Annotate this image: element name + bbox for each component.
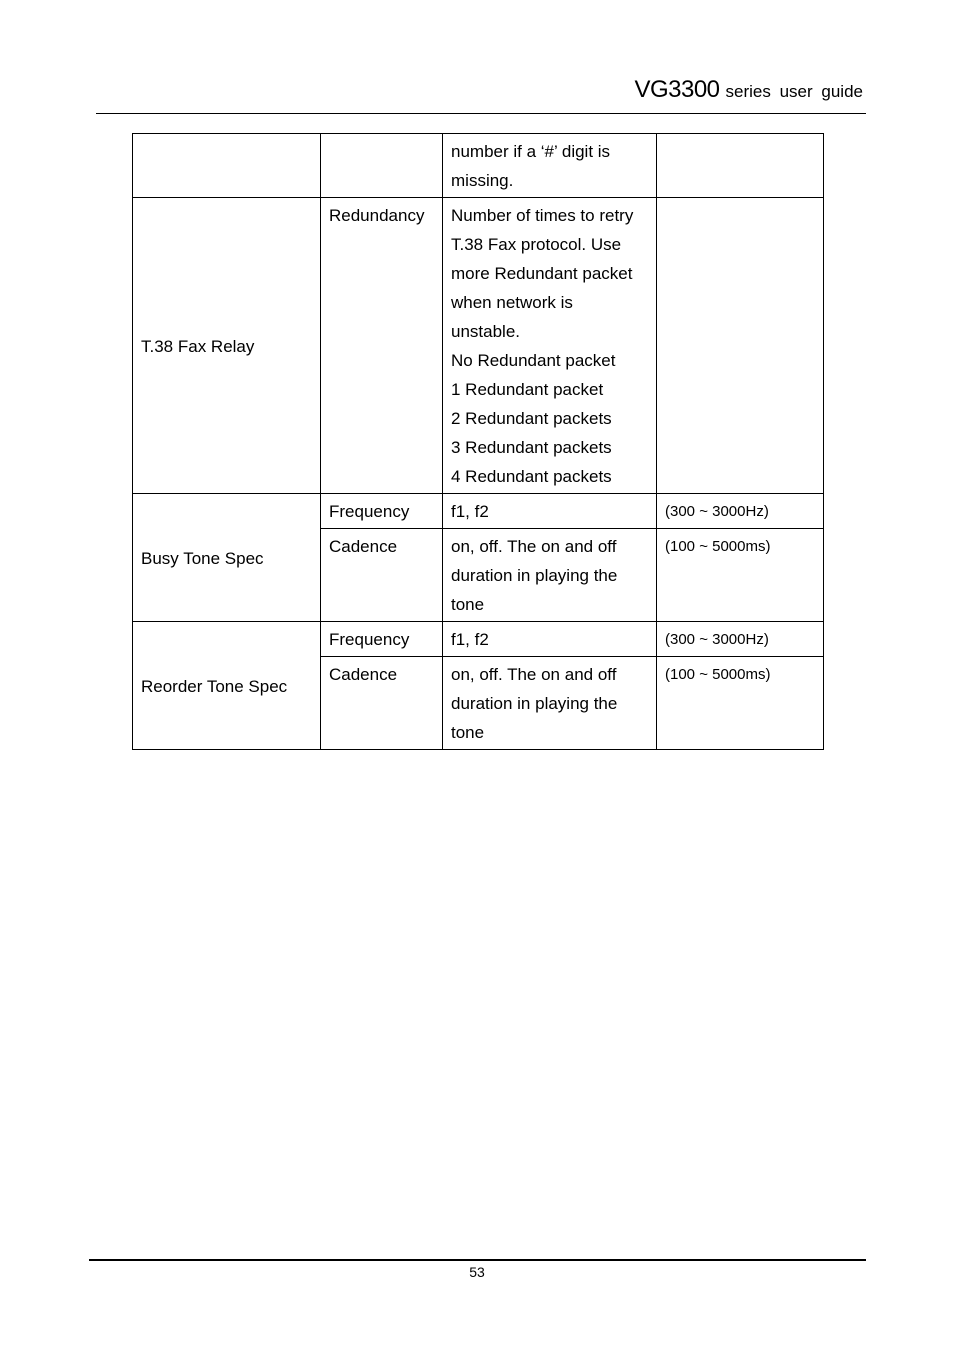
page-number: 53 bbox=[469, 1264, 485, 1280]
table-cell bbox=[321, 134, 443, 198]
range-cell: (100 ~ 5000ms) bbox=[657, 529, 824, 622]
parameter-redundancy: Redundancy bbox=[321, 198, 443, 494]
table-cell bbox=[657, 198, 824, 494]
header-subtitle: series user guide bbox=[725, 82, 863, 101]
table-row bbox=[133, 622, 824, 657]
settings-table bbox=[132, 133, 824, 750]
group-label-busy-tone: Busy Tone Spec bbox=[133, 494, 321, 622]
parameter-cadence: Cadence bbox=[321, 529, 443, 622]
page-header-title bbox=[634, 78, 863, 102]
option-line: 2 Redundant packets bbox=[451, 409, 612, 428]
description-cell: f1, f2 bbox=[443, 622, 657, 657]
table-row bbox=[133, 198, 824, 494]
description-line: missing. bbox=[451, 171, 514, 190]
option-line: 1 Redundant packet bbox=[451, 380, 604, 399]
footer-divider bbox=[89, 1259, 866, 1261]
description-cell bbox=[443, 198, 657, 494]
description-line: tone bbox=[451, 723, 485, 742]
description-line: on, off. The on and off bbox=[451, 665, 617, 684]
parameter-frequency: Frequency bbox=[321, 622, 443, 657]
description-line: tone bbox=[451, 595, 485, 614]
description-line: on, off. The on and off bbox=[451, 537, 617, 556]
range-cell: (300 ~ 3000Hz) bbox=[657, 622, 824, 657]
range-cell: (300 ~ 3000Hz) bbox=[657, 494, 824, 529]
table-row bbox=[133, 494, 824, 529]
description-line: duration in playing the bbox=[451, 566, 618, 585]
description-line: T.38 Fax protocol. Use bbox=[451, 235, 622, 254]
option-line: No Redundant packet bbox=[451, 351, 616, 370]
header-divider bbox=[96, 113, 866, 114]
table-cell bbox=[657, 134, 824, 198]
description-line: unstable. bbox=[451, 322, 520, 341]
option-line: 3 Redundant packets bbox=[451, 438, 612, 457]
group-label-t38: T.38 Fax Relay bbox=[133, 198, 321, 494]
description-line: Number of times to retry bbox=[451, 206, 634, 225]
description-line: duration in playing the bbox=[451, 694, 618, 713]
description-cell bbox=[443, 134, 657, 198]
description-line: number if a ‘#’ digit is bbox=[451, 142, 611, 161]
range-cell: (100 ~ 5000ms) bbox=[657, 657, 824, 750]
header-model: VG3300 bbox=[634, 76, 720, 103]
parameter-cadence: Cadence bbox=[321, 657, 443, 750]
description-line: when network is bbox=[451, 293, 573, 312]
description-cell bbox=[443, 529, 657, 622]
description-line: more Redundant packet bbox=[451, 264, 633, 283]
table-row bbox=[133, 134, 824, 198]
option-line: 4 Redundant packets bbox=[451, 467, 612, 486]
description-cell bbox=[443, 657, 657, 750]
parameter-frequency: Frequency bbox=[321, 494, 443, 529]
description-cell: f1, f2 bbox=[443, 494, 657, 529]
table-cell bbox=[133, 134, 321, 198]
group-label-reorder-tone: Reorder Tone Spec bbox=[133, 622, 321, 750]
